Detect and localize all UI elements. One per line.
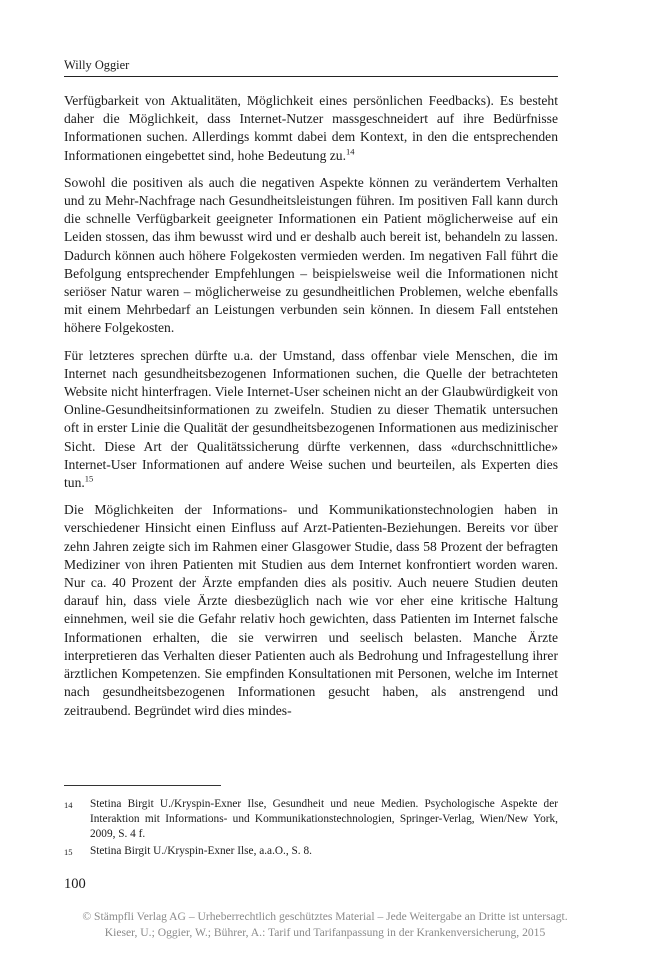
footnote-text: Stetina Birgit U./Kryspin-Exner Ilse, a.a.O., S. 8. — [90, 845, 312, 857]
header-author: Willy Oggier — [64, 58, 130, 72]
page-number: 100 — [64, 876, 86, 892]
footnote-ref[interactable]: 14 — [346, 146, 355, 157]
footnote-number: 15 — [64, 847, 73, 857]
footnote-ref[interactable]: 15 — [84, 473, 94, 484]
body-text — [64, 92, 558, 729]
footnotes — [64, 797, 558, 862]
copyright-notice — [0, 909, 650, 941]
paragraph: Die Möglichkeiten der Informations- und Kommunikationstechnologien haben in verschiedener Hinsicht einen Einfluss auf Arzt-Patienten-Beziehungen. Bereits vor über zehn Jahren zeigte sich im Rahmen einer Glasgower Studie, dass 58 Prozent der befragten Mediziner von ihren Patienten mit Studien aus dem Internet konfrontiert worden waren. Nur ca. 40 Prozent der Ärzte empfanden dies als positiv. Auch neuere Studien deuten darauf hin, dass viele Ärzte diesbezüglich nach wie vor eher eine kritische Haltung einnehmen, weil sie die Gefahr relativ hoch gewichten, dass Patienten im Internet falsche Informationen erhalten, die sie verwirren und seelisch belasten. Manche Ärzte interpretieren das Verhalten dieser Patienten auch als Bedrohung und Infragestellung ihrer ärztlichen Kompetenzen. Sie empfinden Konsultationen mit Personen, welche im Internet nach gesundheitsbezogenen Informationen gesucht haben, als anstrengend und zeitraubend. Begründet wird dies mindes- — [64, 502, 558, 718]
paragraph: Verfügbarkeit von Aktualitäten, Möglichkeit eines persönlichen Feedbacks). Es besteht daher die Möglichkeit, dass Internet-Nutzer massgeschneidert auf ihre Bedürfnisse Informationen suchen. Allerdings kommt dabei dem Kontext, in den die entsprechenden Informationen eingebettet sind, hohe Bedeutung zu.$^{14}$ — [64, 93, 558, 163]
footnote — [64, 844, 558, 860]
copyright-line-2: Kieser, U.; Oggier, W.; Bührer, A.: Tarif und Tarifanpassung in der Krankenversicherung, 2015 — [104, 926, 546, 939]
copyright-line-1: © Stämpfli Verlag AG – Urheberrechtlich geschütztes Material – Jede Weitergabe an Dritte ist untersagt. — [82, 910, 568, 923]
footnote-divider — [64, 785, 221, 786]
paragraph: Sowohl die positiven als auch die negativen Aspekte können zu verändertem Verhalten und zu Mehr-Nachfrage nach Gesundheitsleistungen führen. Im positiven Fall kann durch die schnelle Verfügbarkeit geeigneter Informationen ein Patient möglicherweise auf ein Leiden stossen, das ihm bewusst wird und er deshalb auch bereit ist, behandeln zu lassen. Dadurch können auch höhere Folgekosten vermieden werden. Im negativen Fall führt die Befolgung entsprechender Empfehlungen – beispielsweise weil die Informationen nicht seriöser Natur waren – möglicherweise zu gesundheitlichen Problemen, welche ebenfalls mit einem Mehrbedarf an Leistungen verbunden sein können. In diesem Fall entstehen höhere Folgekosten. — [64, 174, 558, 336]
footnote — [64, 797, 558, 842]
running-header — [64, 58, 558, 77]
paragraph: Für letzteres sprechen dürfte u.a. der Umstand, dass offenbar viele Menschen, die im Internet nach gesundheitsbezogenen Informationen suchen, die Quelle der betrachteten Website nicht hinterfragen. Viele Internet-User scheinen nicht an der Glaubwürdigkeit von Online-Gesundheitsinformationen zu zweifeln. Studien zu dieser Thematik untersuchen oft in erster Linie die Qualität der gesundheitsbezogenen Informationen aus medizinischer Sicht. Diese Art der Qualitätssicherung dürfte verkennen, dass «durchschnittliche» Internet-User Informationen auf andere Weise suchen und beurteilen, als Experten dies tun.$^{15}$ — [64, 347, 558, 491]
footnote-number: 14 — [64, 800, 73, 810]
footnote-text: Stetina Birgit U./Kryspin-Exner Ilse, Gesundheit und neue Medien. Psychologische Aspekte der Interaktion mit Informations- und Kommunikationstechnologien, Springer-Verlag, Wien/New York, 2009, S. 4 f. — [90, 798, 558, 840]
